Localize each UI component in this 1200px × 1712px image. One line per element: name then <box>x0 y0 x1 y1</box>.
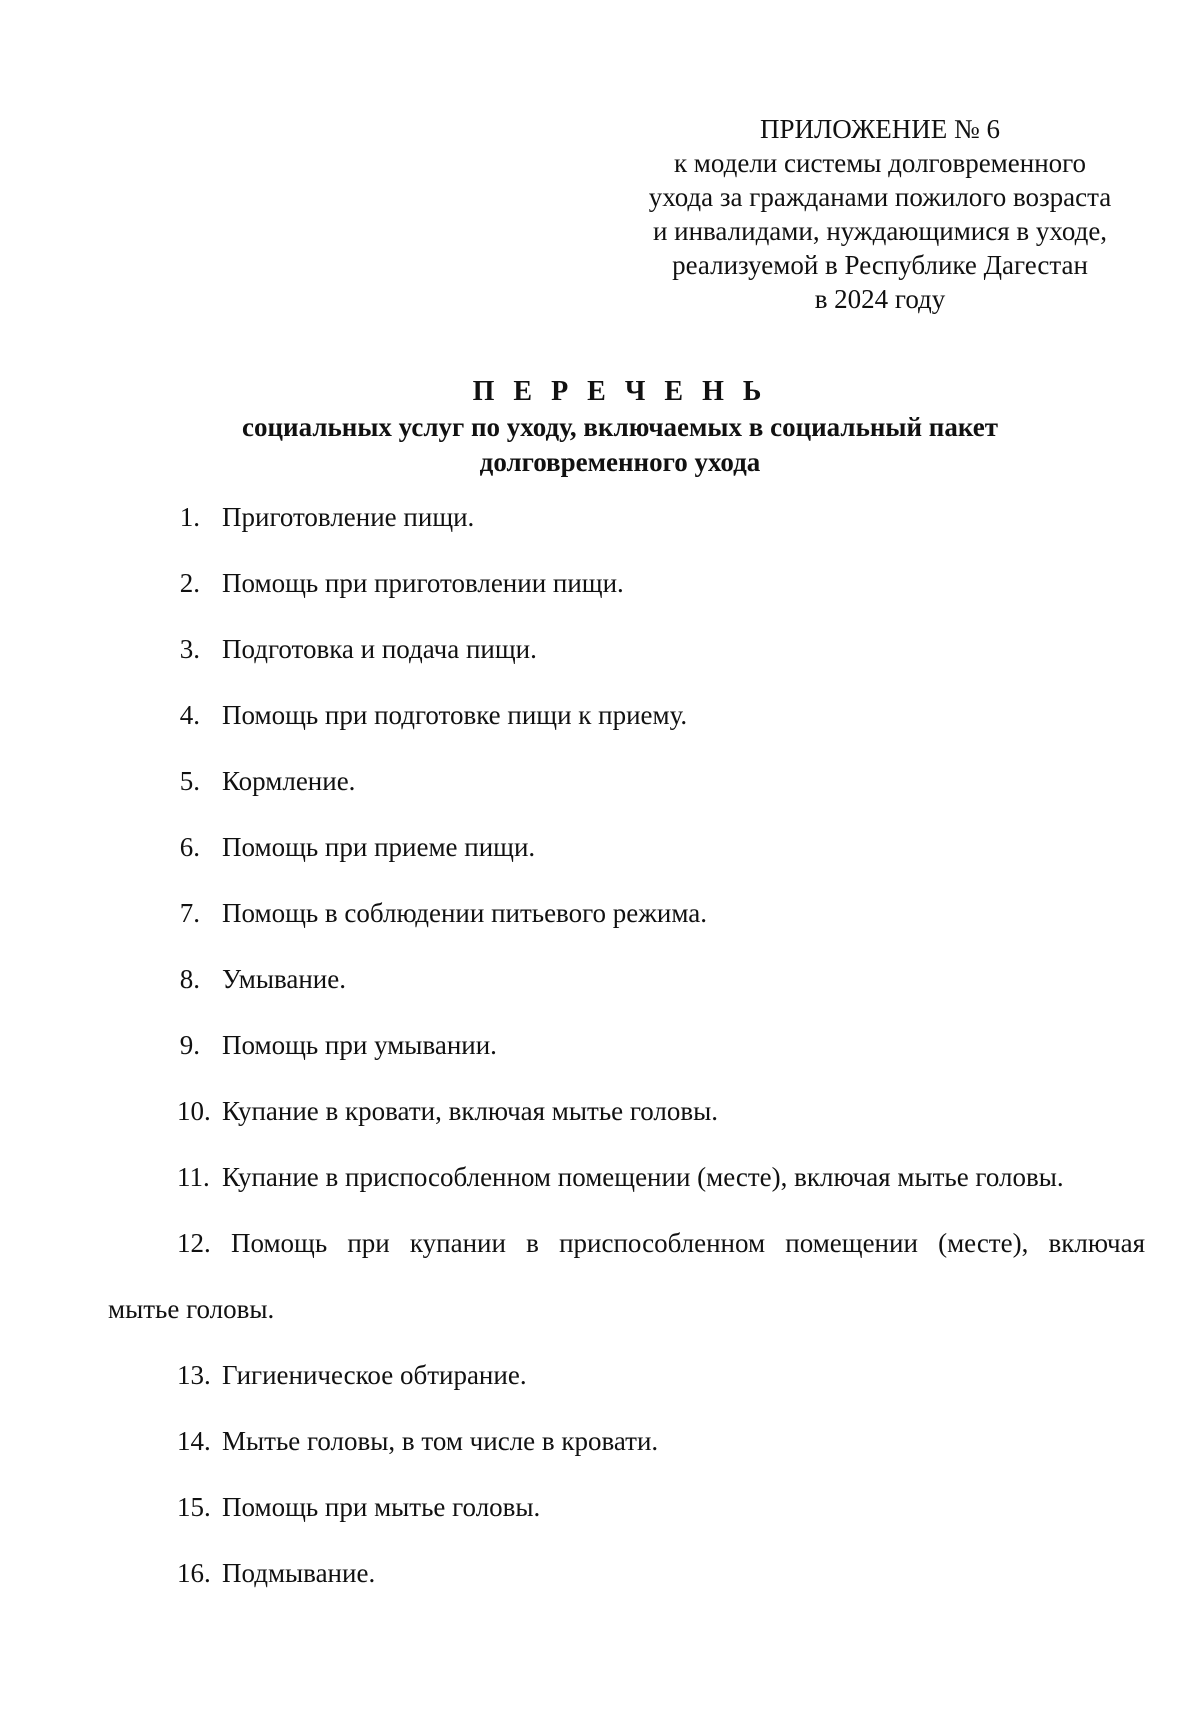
appendix-title: ПРИЛОЖЕНИЕ № 6 <box>759 114 1001 144</box>
appendix-line: реализуемой в Республике Дагестан <box>672 250 1088 280</box>
list-item-number: 6. <box>179 832 200 862</box>
appendix-line: к модели системы долговременного <box>673 148 1087 178</box>
title-sub-line: социальных услуг по уходу, включаемых в социальный пакет <box>242 412 998 442</box>
title-main: П Е Р Е Ч Е Н Ь <box>472 376 768 407</box>
list-item-number: 15. <box>177 1492 211 1522</box>
list-item-text: Помощь в соблюдении питьевого режима. <box>222 898 707 928</box>
list-item-text: Помощь при мытье головы. <box>222 1492 541 1522</box>
list-item-text: Купание в приспособленном помещении (месте), включая мытье головы. <box>222 1162 1064 1192</box>
list-item-text: Гигиеническое обтирание. <box>222 1360 527 1390</box>
list-item-number: 1. <box>179 502 200 532</box>
list-item-number: 3. <box>179 634 200 664</box>
title-sub-line: долговременного ухода <box>479 447 761 477</box>
list-item-text: Помощь при умывании. <box>222 1030 497 1060</box>
appendix-line: и инвалидами, нуждающимися в уходе, <box>652 216 1108 246</box>
list-item-12-line1 <box>177 1226 1145 1260</box>
list-item-text: Мытье головы, в том числе в кровати. <box>222 1426 659 1456</box>
appendix-header <box>620 112 1140 316</box>
list-item-text: Помощь при приеме пищи. <box>222 832 536 862</box>
list-item-number: 14. <box>177 1426 211 1456</box>
appendix-line: ухода за гражданами пожилого возраста <box>648 182 1112 212</box>
list-item-number: 9. <box>179 1030 200 1060</box>
list-item-text: Умывание. <box>222 964 346 994</box>
list-item-number: 8. <box>179 964 200 994</box>
list-item-number: 13. <box>177 1360 211 1390</box>
list-item-number: 12. <box>177 1228 211 1258</box>
list-item-text: Помощь при приготовлении пищи. <box>222 568 624 598</box>
appendix-line: в 2024 году <box>814 284 946 314</box>
list-item-number: 4. <box>179 700 200 730</box>
list-item-12-line2: мытье головы. <box>108 1294 275 1324</box>
document-title <box>100 374 1140 480</box>
list-item-number: 5. <box>179 766 200 796</box>
list-item-number: 11. <box>177 1162 210 1192</box>
list-item-text: Помощь при подготовке пищи к приему. <box>222 700 688 730</box>
list-item-text: Кормление. <box>222 766 356 796</box>
list-item-number: 2. <box>179 568 200 598</box>
list-item-number: 7. <box>179 898 200 928</box>
list-item-text: Приготовление пищи. <box>222 502 475 532</box>
list-item-text: Подмывание. <box>222 1558 376 1588</box>
list-item-text: Купание в кровати, включая мытье головы. <box>222 1096 719 1126</box>
list-item-number: 16. <box>177 1558 211 1588</box>
list-item-text: Помощь при купании в приспособленном помещении (месте), включая <box>230 1228 1145 1258</box>
list-item-number: 10. <box>177 1096 211 1126</box>
list-item-text: Подготовка и подача пищи. <box>222 634 537 664</box>
